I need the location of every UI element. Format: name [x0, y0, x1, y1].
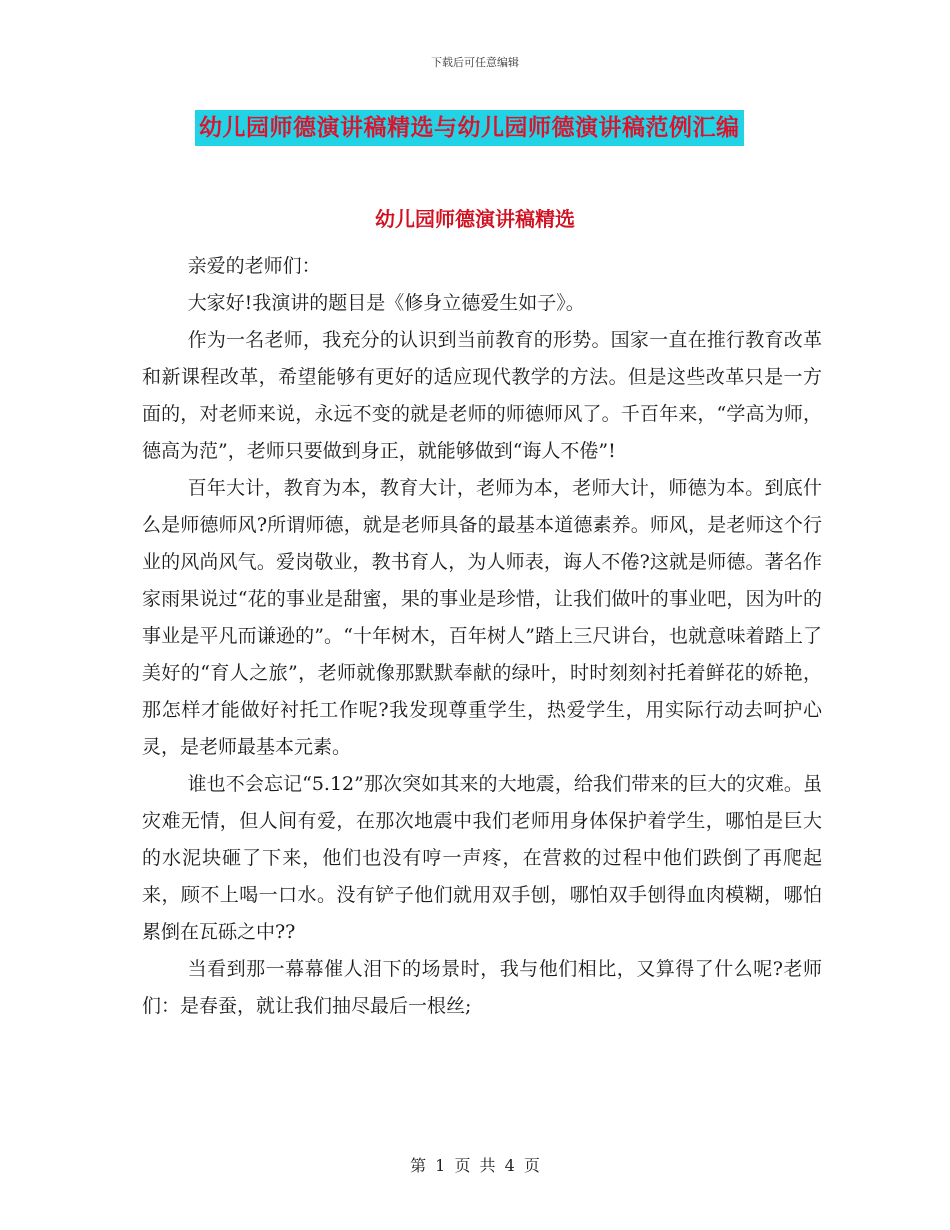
section-title: 幼儿园师德演讲稿精选 — [375, 207, 575, 231]
paragraph: 大家好!我演讲的题目是《修身立德爱生如子》。 — [187, 292, 585, 314]
paragraph: 谁也不会忘记“5.12”那次突如其来的大地震，给我们带来的巨大的灾难。虽灾难无情，但人间有爱，在那次地震中我们老师用身体保护着学生，哪怕是巨大的水泥块砸了下来，他们也没有哼一声疼，在营救的过程中他们跌倒了再爬起来，顾不上喝一口水。没有铲子他们就用双手刨，哪怕双手刨得血肉模糊，哪怕累倒在瓦砾之中?? — [142, 773, 822, 943]
page-footer: 第 1 页 共 4 页 — [410, 1156, 540, 1175]
paragraph: 作为一名老师，我充分的认识到当前教育的形势。国家一直在推行教育改革和新课程改革，希望能够有更好的适应现代教学的方法。但是这些改革只是一方面的，对老师来说，永远不变的就是老师的师德师风了。千百年来，“学高为师，德高为范”，老师只要做到身正，就能够做到“诲人不倦”! — [142, 329, 822, 462]
paragraph: 亲爱的老师们： — [187, 255, 321, 277]
paragraph: 当看到那一幕幕催人泪下的场景时，我与他们相比，又算得了什么呢?老师们：是春蚕，就让我们抽尽最后一根丝; — [142, 958, 822, 1017]
header-note: 下载后可任意编辑 — [431, 56, 519, 69]
document-title: 幼儿园师德演讲稿精选与幼儿园师德演讲稿范例汇编 — [195, 110, 744, 146]
document-body — [142, 248, 822, 1025]
paragraph: 百年大计，教育为本，教育大计，老师为本，老师大计，师德为本。到底什么是师德师风?所谓师德，就是老师具备的最基本道德素养。师风，是老师这个行业的风尚风气。爱岗敬业，教书育人，为人师表，诲人不倦?这就是师德。著名作家雨果说过“花的事业是甜蜜，果的事业是珍惜，让我们做叶的事业吧，因为叶的事业是平凡而谦逊的”。“十年树木，百年树人”踏上三尺讲台，也就意味着踏上了美好的“育人之旅”，老师就像那默默奉献的绿叶，时时刻刻衬托着鲜花的娇艳，那怎样才能做好衬托工作呢?我发现尊重学生，热爱学生，用实际行动去呵护心灵，是老师最基本元素。 — [142, 477, 822, 758]
